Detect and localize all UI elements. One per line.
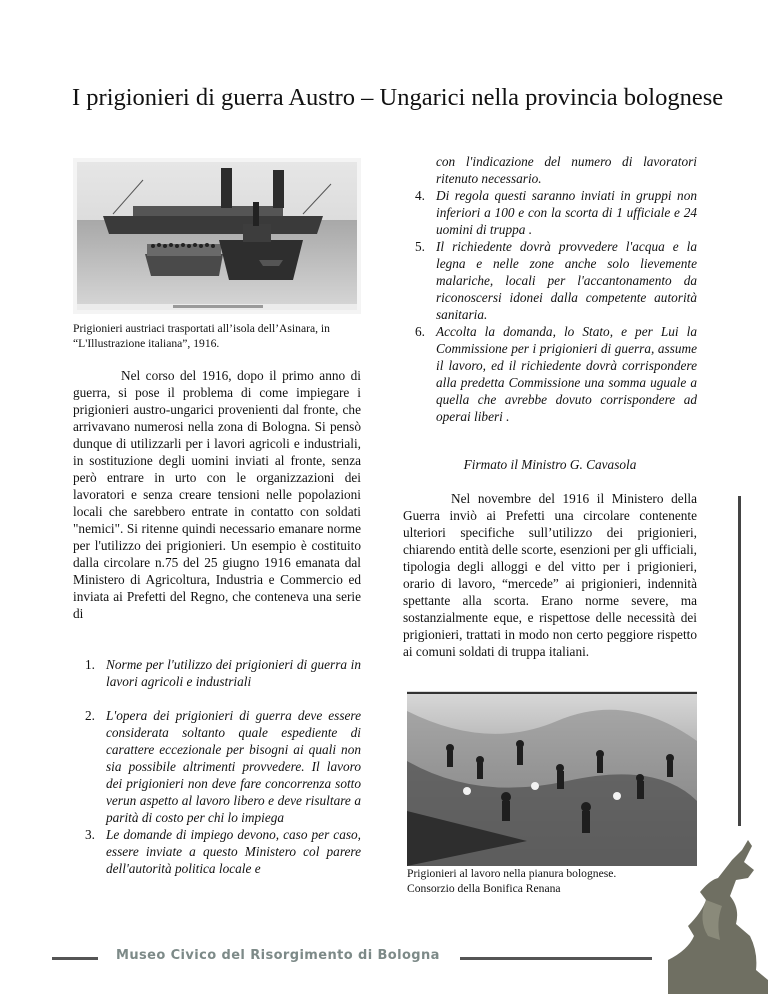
list-number: 6. bbox=[415, 324, 425, 339]
photo-ship-prisoners-icon bbox=[73, 158, 361, 314]
list-item-3 bbox=[73, 826, 361, 877]
list-text: Di regola questi saranno inviati in gruppi non inferiori a 100 e con la scorta di 1 ufficiale e 24 uomini di truppa . bbox=[436, 188, 697, 237]
list-number: 4. bbox=[415, 188, 425, 203]
ship-prisoners-photo bbox=[73, 158, 361, 314]
signature-line: Firmato il Ministro G. Cavasola bbox=[463, 457, 637, 472]
right-list bbox=[403, 153, 697, 425]
list-number: 1. bbox=[85, 657, 95, 672]
list-number: 5. bbox=[415, 239, 425, 254]
page-title: I prigionieri di guerra Austro – Ungarici nella provincia bolognese bbox=[72, 84, 724, 111]
figure1-caption-line2: “L'Illustrazione italiana”, 1916. bbox=[73, 337, 220, 350]
footer-museum-name: Museo Civico del Risorgimento di Bologna bbox=[116, 948, 440, 963]
figure2-caption-line1: Prigionieri al lavoro nella pianura bolognese. bbox=[407, 867, 617, 880]
figure1-caption bbox=[73, 321, 373, 351]
list-item-4 bbox=[403, 187, 697, 238]
list-text: Norme per l'utilizzo dei prigionieri di guerra in lavori agricoli e industriali bbox=[106, 657, 361, 689]
figure2-caption-line2: Consorzio della Bonifica Renana bbox=[407, 882, 561, 895]
intro-paragraph: Nel corso del 1916, dopo il primo anno di guerra, si pose il problema di come impiegare i prigionieri austro-ungarici provenienti dal fronte, che arrivavano numerosi nella zona di Bologna. Si pensò dunque di utilizzarli per i lavori agricoli e industriali, in sostituzione degli uomini inviati al fronte, senza però entrare in urto con le organizzazioni dei lavoratori e senza creare tensioni nelle popolazioni locali che sarebbero entrate in contatto con soldati "nemici". Si ritenne quindi necessario emanare norme per l'utilizzo dei prigionieri. Un esempio è costituito dalla circolare n.75 del 25 giugno 1916 emanata dal Ministero di Agricoltura, Industria e Commercio ed inviata ai Prefetti del Regno, che conteneva una serie di bbox=[73, 368, 361, 621]
second-paragraph: Nel novembre del 1916 il Ministero della Guerra inviò ai Prefetti una circolare contenente ulteriori specifiche sull’utilizzo dei prigionieri, chiarendo entità delle scorte, esenzioni per gli ufficiali, tipologia degli alloggi e del vitto per i prigionieri, orario di lavoro, “mercede” ai prigionieri, indennità spettante alla scorta. Erano norme severe, ma sostanzialmente eque, e rispettose delle necessità dei prigionieri, trattati in modo non certo peggiore rispetto ai comuni soldati di truppa italiani. bbox=[403, 491, 697, 659]
second-paragraph-block bbox=[403, 490, 697, 660]
left-list bbox=[73, 656, 361, 877]
left-column bbox=[73, 367, 361, 622]
list-text: Accolta la domanda, lo Stato, e per Lui la Commissione per i prigionieri di guerra, assume il lavoro, ed il richiedente dovrà corrispondere alla predetta Commissione una somma uguale a quella che avrebbe dovuto corrispondere ad operai liberi . bbox=[436, 324, 697, 424]
list-text: Le domande di impiego devono, caso per caso, essere inviate a questo Ministero col parere dell'autorità politica locale e bbox=[106, 827, 361, 876]
monument-statue-logo-icon bbox=[648, 840, 768, 994]
side-divider bbox=[738, 496, 741, 826]
list-text: Il richiedente dovrà provvedere l'acqua e la legna e nelle zone anche solo lievemente malariche, locali per l'accantonamento da riconoscersi idonei dalla competente autorità sanitaria. bbox=[436, 239, 697, 322]
list-item-2 bbox=[73, 707, 361, 826]
list-text: L'opera dei prigionieri di guerra deve essere considerata soltanto quale espediente di carattere eccezionale per bisogni ai quali non sia possibile altrimenti provvedere. Il lavoro dei prigionieri non deve fare concorrenza sotto verun aspetto al lavoro libero e deve risultare a parità di costo per chi lo impiega bbox=[106, 708, 361, 825]
list-text: con l'indicazione del numero di lavoratori ritenuto necessario. bbox=[436, 154, 697, 186]
list-number: 2. bbox=[85, 708, 95, 723]
list-item-5 bbox=[403, 238, 697, 323]
footer-left-bar bbox=[52, 957, 98, 960]
list-item-continuation bbox=[403, 153, 697, 187]
list-item-6 bbox=[403, 323, 697, 425]
footer-right-bar bbox=[460, 957, 652, 960]
list-number: 3. bbox=[85, 827, 95, 842]
list-item-1 bbox=[73, 656, 361, 690]
figure1-caption-line1: Prigionieri austriaci trasportati all’isola dell’Asinara, in bbox=[73, 322, 330, 335]
